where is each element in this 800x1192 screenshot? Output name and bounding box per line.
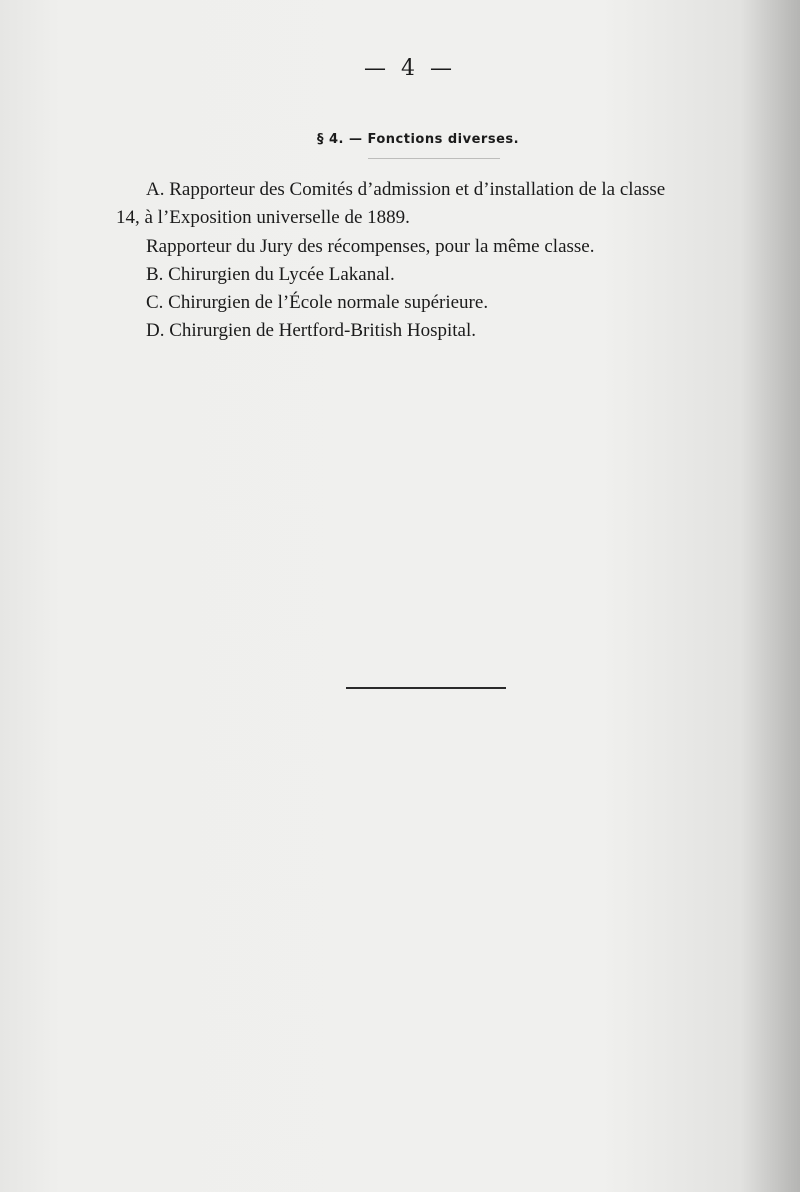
paragraph-line: B. Chirurgien du Lycée Lakanal. (146, 264, 395, 285)
paragraph-line: 14, à l’Exposition universelle de 1889. (116, 207, 410, 228)
paragraph-line: D. Chirurgien de Hertford-British Hospital. (146, 320, 476, 341)
paragraph-line: C. Chirurgien de l’École normale supérieure. (146, 292, 489, 313)
section-heading: § 4. — Fonctions diverses. (316, 132, 520, 147)
page-number: — 4 — (364, 56, 456, 81)
paragraph-line: Rapporteur du Jury des récompenses, pour la même classe. (146, 236, 595, 257)
paragraph-line: A. Rapporteur des Comités d’admission et d’installation de la classe (146, 179, 666, 200)
heading-rule (368, 158, 500, 159)
end-rule (346, 687, 506, 689)
body-text (0, 176, 800, 345)
